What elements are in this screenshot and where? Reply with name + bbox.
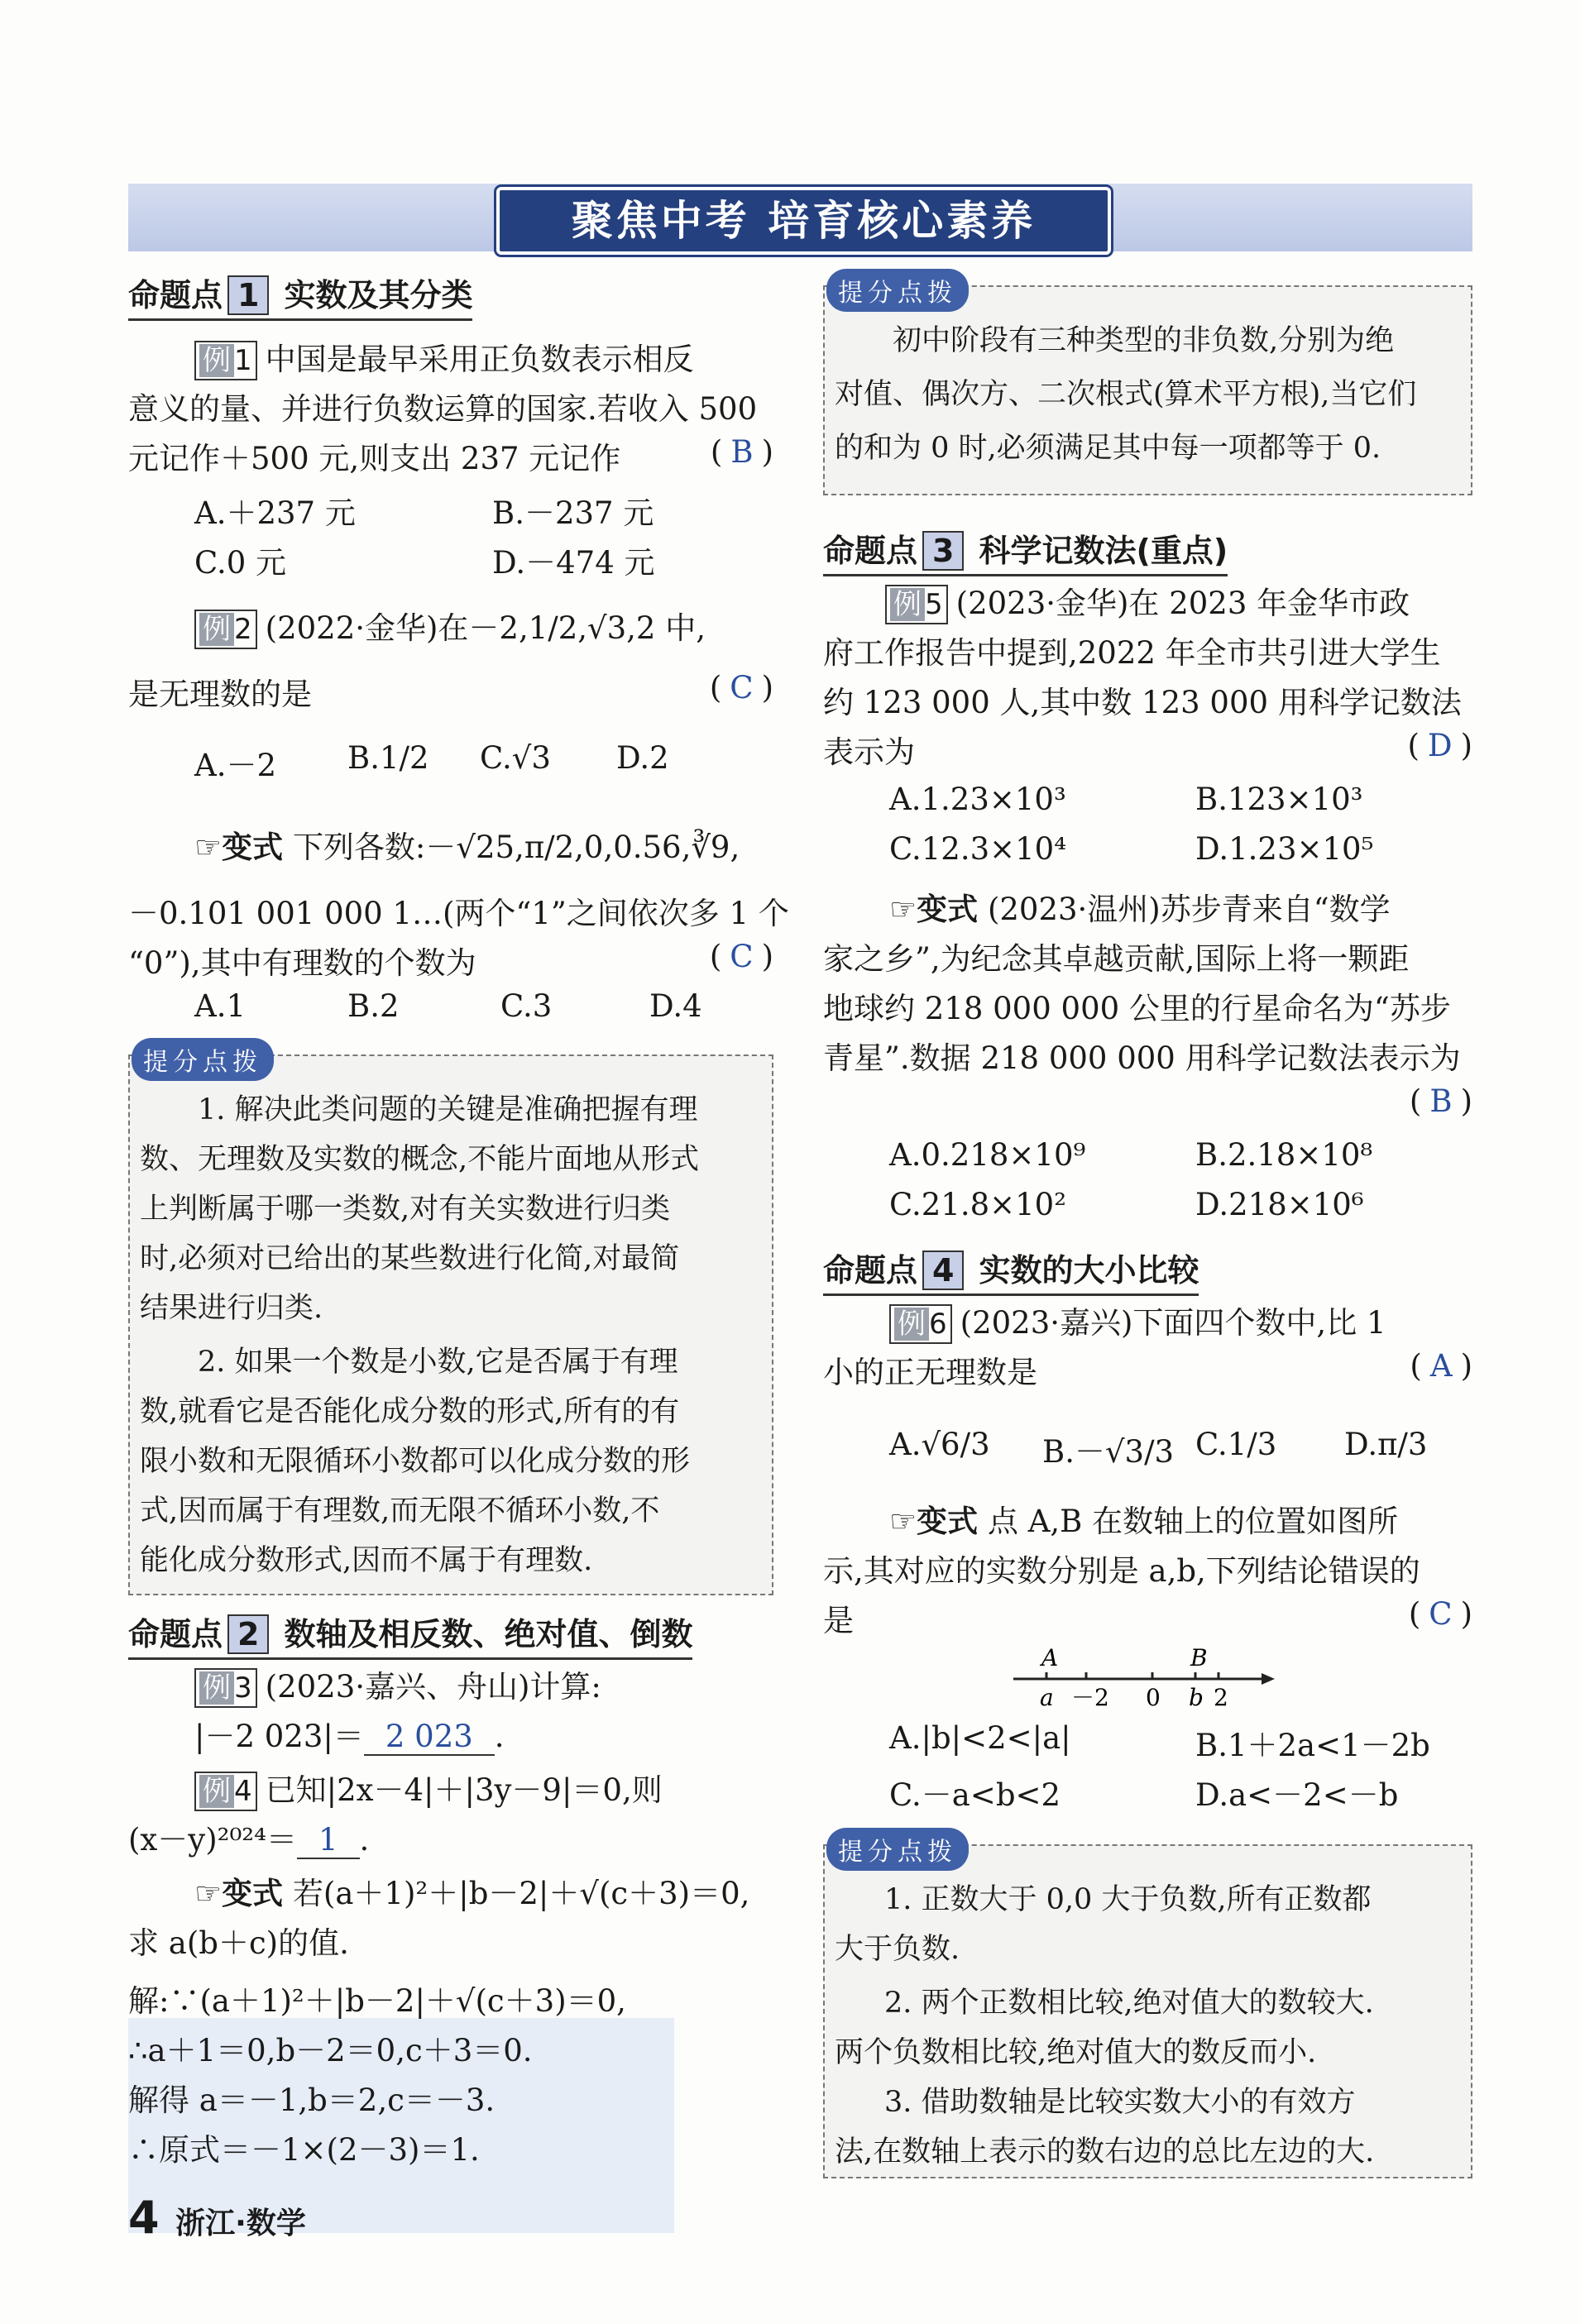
example-text: 府工作报告中提到,2022 年全市共引进大学生	[823, 635, 1441, 671]
option-c: C.1/3	[1195, 1427, 1277, 1462]
topic-label: 命题点	[823, 533, 918, 569]
answer-bracket: ( C )	[1408, 1596, 1472, 1632]
option-a: A.0.218×10⁹	[889, 1137, 1086, 1173]
tick-label-2: 2	[1214, 1684, 1228, 1711]
option-d: D.1.23×10⁵	[1195, 831, 1374, 867]
example-text: 约 123 000 人,其中数 123 000 用科学记数法	[823, 685, 1462, 720]
solution-line: ∴原式＝－1×(2－3)＝1.	[128, 2132, 480, 2168]
tick-label-a: a	[1040, 1684, 1054, 1711]
tick-label-b: b	[1189, 1684, 1204, 1711]
banner-title: 聚焦中考 培育核心素养	[496, 187, 1111, 255]
tip-box-0	[823, 279, 1472, 495]
variant-text: 点 A,B 在数轴上的位置如图所	[987, 1504, 1399, 1539]
answer-bracket: ( A )	[1410, 1348, 1472, 1384]
label-B: B	[1190, 1646, 1208, 1671]
variant-text: “0”),其中有理数的个数为	[128, 945, 476, 981]
tip-title: 提分点拨	[826, 1828, 969, 1871]
tip-line: 对值、偶次方、二次根式(算术平方根),当它们	[835, 378, 1417, 411]
tip-line: 数、无理数及实数的概念,不能片面地从形式	[140, 1143, 700, 1176]
option-d: D.π/3	[1344, 1427, 1428, 1462]
option-a: A.－2	[194, 748, 277, 783]
topic-label: 命题点	[128, 277, 223, 313]
answer-bracket: ( C )	[709, 939, 773, 974]
example-tag: 例 3	[194, 1668, 257, 1708]
variant-text: 青星”.数据 218 000 000 用科学记数法表示为	[823, 1040, 1461, 1076]
example-tag: 例 5	[885, 585, 948, 624]
option-d: D.2	[616, 740, 669, 776]
example-text: 中国是最早采用正负数表示相反	[265, 342, 694, 377]
tip-line: 法,在数轴上表示的数右边的总比左边的大.	[835, 2135, 1375, 2169]
topic-number: 2	[227, 1614, 269, 1654]
topic-label: 命题点	[128, 1616, 223, 1652]
variant-text: 家之乡”,为纪念其卓越贡献,国际上将一颗距	[823, 941, 1410, 977]
option-c: C.0 元	[194, 545, 287, 581]
example-3-answer: |－2 023|＝ 2 023 .	[194, 1719, 505, 1754]
option-a: A.＋237 元	[194, 495, 356, 531]
option-d: D.218×10⁶	[1195, 1187, 1364, 1222]
variant-text: 示,其对应的实数分别是 a,b,下列结论错误的	[823, 1553, 1420, 1589]
option-c: C.3	[500, 988, 553, 1024]
example-text: (2023·嘉兴)下面四个数中,比 1	[960, 1305, 1386, 1341]
option-c: C.12.3×10⁴	[889, 831, 1067, 867]
example-text: 已知|2x－4|＋|3y－9|＝0,则	[265, 1772, 663, 1808]
option-a: A.1.23×10³	[889, 782, 1066, 817]
tip-title: 提分点拨	[132, 1038, 274, 1081]
answer-bracket: ( B )	[710, 434, 773, 470]
variant-tag: ☞变式	[194, 830, 284, 865]
tip-line: 结果进行归类.	[140, 1292, 323, 1325]
tip-line: 能化成分数形式,因而不属于有理数.	[140, 1544, 593, 1577]
example-3	[128, 1662, 773, 1712]
option-b: B.－237 元	[492, 495, 654, 531]
solution-line: 解:∵(a＋1)²＋|b－2|＋√(c＋3)＝0,	[128, 1983, 626, 2019]
topic-heading-2	[128, 1609, 692, 1660]
page-footer	[128, 2192, 306, 2244]
variant-text: 下列各数:－√25,π/2,0,0.56,∛9,	[292, 830, 740, 865]
example-2	[128, 604, 773, 653]
option-a: A.√6/3	[889, 1427, 990, 1462]
tick-label-neg2: －2	[1071, 1684, 1109, 1711]
variant-1	[128, 823, 773, 873]
tip-title: 提分点拨	[826, 269, 969, 312]
tip-line: 1. 正数大于 0,0 大于负数,所有正数都	[884, 1883, 1372, 1916]
example-6	[823, 1298, 1472, 1348]
example-text: (2023·金华)在 2023 年金华市政	[955, 586, 1410, 621]
variant-text: 若(a＋1)²＋|b－2|＋√(c＋3)＝0,	[292, 1876, 750, 1911]
book-name: 浙江·数学	[175, 2207, 306, 2240]
example-tag: 例 1	[194, 341, 257, 380]
solution-line: ∴a＋1＝0,b－2＝0,c＋3＝0.	[128, 2033, 533, 2068]
answer-blank: 1	[297, 1822, 360, 1859]
tip-line: 数,就看它是否能化成分数的形式,所有的有	[140, 1395, 680, 1428]
topic-heading-1	[128, 270, 472, 321]
variant-text: 是	[823, 1603, 854, 1638]
example-5	[823, 579, 1472, 629]
tip-line: 时,必须对已给出的某些数进行化简,对最简	[140, 1242, 680, 1275]
topic-title: 科学记数法(重点)	[979, 533, 1228, 569]
variant-3	[823, 885, 1472, 935]
tip-line: 限小数和无限循环小数都可以化成分数的形	[140, 1445, 691, 1478]
option-d: D.－474 元	[492, 545, 655, 581]
topic-heading-3	[823, 525, 1228, 576]
tip-line: 大于负数.	[835, 1933, 960, 1966]
tip-line: 式,因而属于有理数,而无限不循环小数,不	[140, 1494, 660, 1528]
page-number: 4	[128, 2192, 160, 2244]
solution-line: 解得 a＝－1,b＝2,c＝－3.	[128, 2083, 496, 2118]
tip-box-2	[823, 1838, 1472, 2178]
variant-text: 地球约 218 000 000 公里的行星命名为“苏步	[823, 991, 1451, 1026]
example-text: (2023·嘉兴、舟山)计算:	[265, 1669, 601, 1705]
topic-heading-4	[823, 1245, 1199, 1296]
tip-line: 2. 两个正数相比较,绝对值大的数较大.	[884, 1987, 1374, 2020]
number-line-figure	[1013, 1646, 1278, 1712]
tip-line: 的和为 0 时,必须满足其中每一项都等于 0.	[835, 432, 1381, 465]
example-text: 表示为	[823, 734, 915, 770]
topic-label: 命题点	[823, 1252, 918, 1289]
example-text: 小的正无理数是	[823, 1355, 1037, 1390]
option-b: B.1/2	[347, 740, 429, 776]
topic-title: 实数及其分类	[284, 277, 473, 313]
example-tag: 例 2	[194, 610, 257, 649]
tick-label-0: 0	[1146, 1684, 1161, 1711]
option-c: C.√3	[480, 740, 551, 776]
option-d: D.a<－2<－b	[1195, 1777, 1399, 1813]
variant-text: －0.101 001 000 1…(两个“1”之间依次多 1 个	[128, 896, 789, 931]
variant-2	[128, 1869, 773, 1919]
tip-line: 初中阶段有三种类型的非负数,分别为绝	[893, 324, 1395, 357]
tip-line: 1. 解决此类问题的关键是准确把握有理	[198, 1093, 698, 1126]
variant-text: (2023·温州)苏步青来自“数学	[987, 892, 1391, 927]
axis-arrow	[1262, 1673, 1275, 1685]
topic-number: 1	[227, 275, 269, 315]
example-text: 意义的量、并进行负数运算的国家.若收入 500	[128, 391, 758, 427]
variant-text: 求 a(b＋c)的值.	[128, 1925, 349, 1961]
variant-tag: ☞变式	[194, 1876, 284, 1911]
example-tag: 例 6	[889, 1304, 952, 1344]
example-text: (2022·金华)在－2,1/2,√3,2 中,	[265, 610, 706, 646]
option-b: B.123×10³	[1195, 782, 1363, 817]
variant-tag: ☞变式	[889, 1504, 979, 1539]
tip-line: 2. 如果一个数是小数,它是否属于有理	[198, 1346, 678, 1379]
option-b: B.－√3/3	[1042, 1434, 1175, 1470]
tip-line: 3. 借助数轴是比较实数大小的有效方	[884, 2086, 1356, 2119]
tip-line: 两个负数相比较,绝对值大的数反而小.	[835, 2036, 1317, 2069]
example-tag: 例 4	[194, 1772, 257, 1811]
option-a: A.|b|<2<|a|	[889, 1720, 1071, 1756]
example-text: 元记作＋500 元,则支出 237 元记作	[128, 441, 621, 476]
example-4	[128, 1766, 773, 1815]
option-c: C.－a<b<2	[889, 1777, 1061, 1813]
example-4-answer: (x－y)²⁰²⁴＝ 1 .	[128, 1822, 370, 1858]
topic-title: 数轴及相反数、绝对值、倒数	[284, 1616, 693, 1652]
label-A: A	[1041, 1646, 1059, 1671]
answer-bracket: ( C )	[709, 670, 773, 705]
option-b: B.2	[347, 988, 400, 1024]
option-b: B.1＋2a<1－2b	[1195, 1728, 1430, 1763]
answer-blank: 2 023	[364, 1719, 495, 1756]
answer-bracket: ( D )	[1407, 728, 1472, 763]
option-d: D.4	[649, 988, 702, 1024]
example-1	[128, 335, 773, 385]
option-a: A.1	[194, 988, 247, 1024]
variant-4	[823, 1497, 1472, 1547]
tip-box-1	[128, 1048, 773, 1595]
topic-title: 实数的大小比较	[979, 1252, 1199, 1289]
topic-number: 4	[922, 1250, 964, 1290]
tip-line: 上判断属于哪一类数,对有关实数进行归类	[140, 1193, 671, 1226]
example-text: 是无理数的是	[128, 677, 312, 712]
topic-number: 3	[922, 531, 964, 571]
answer-bracket: ( B )	[1409, 1083, 1472, 1119]
variant-tag: ☞变式	[889, 892, 979, 927]
option-b: B.2.18×10⁸	[1195, 1137, 1373, 1173]
option-c: C.21.8×10²	[889, 1187, 1067, 1222]
